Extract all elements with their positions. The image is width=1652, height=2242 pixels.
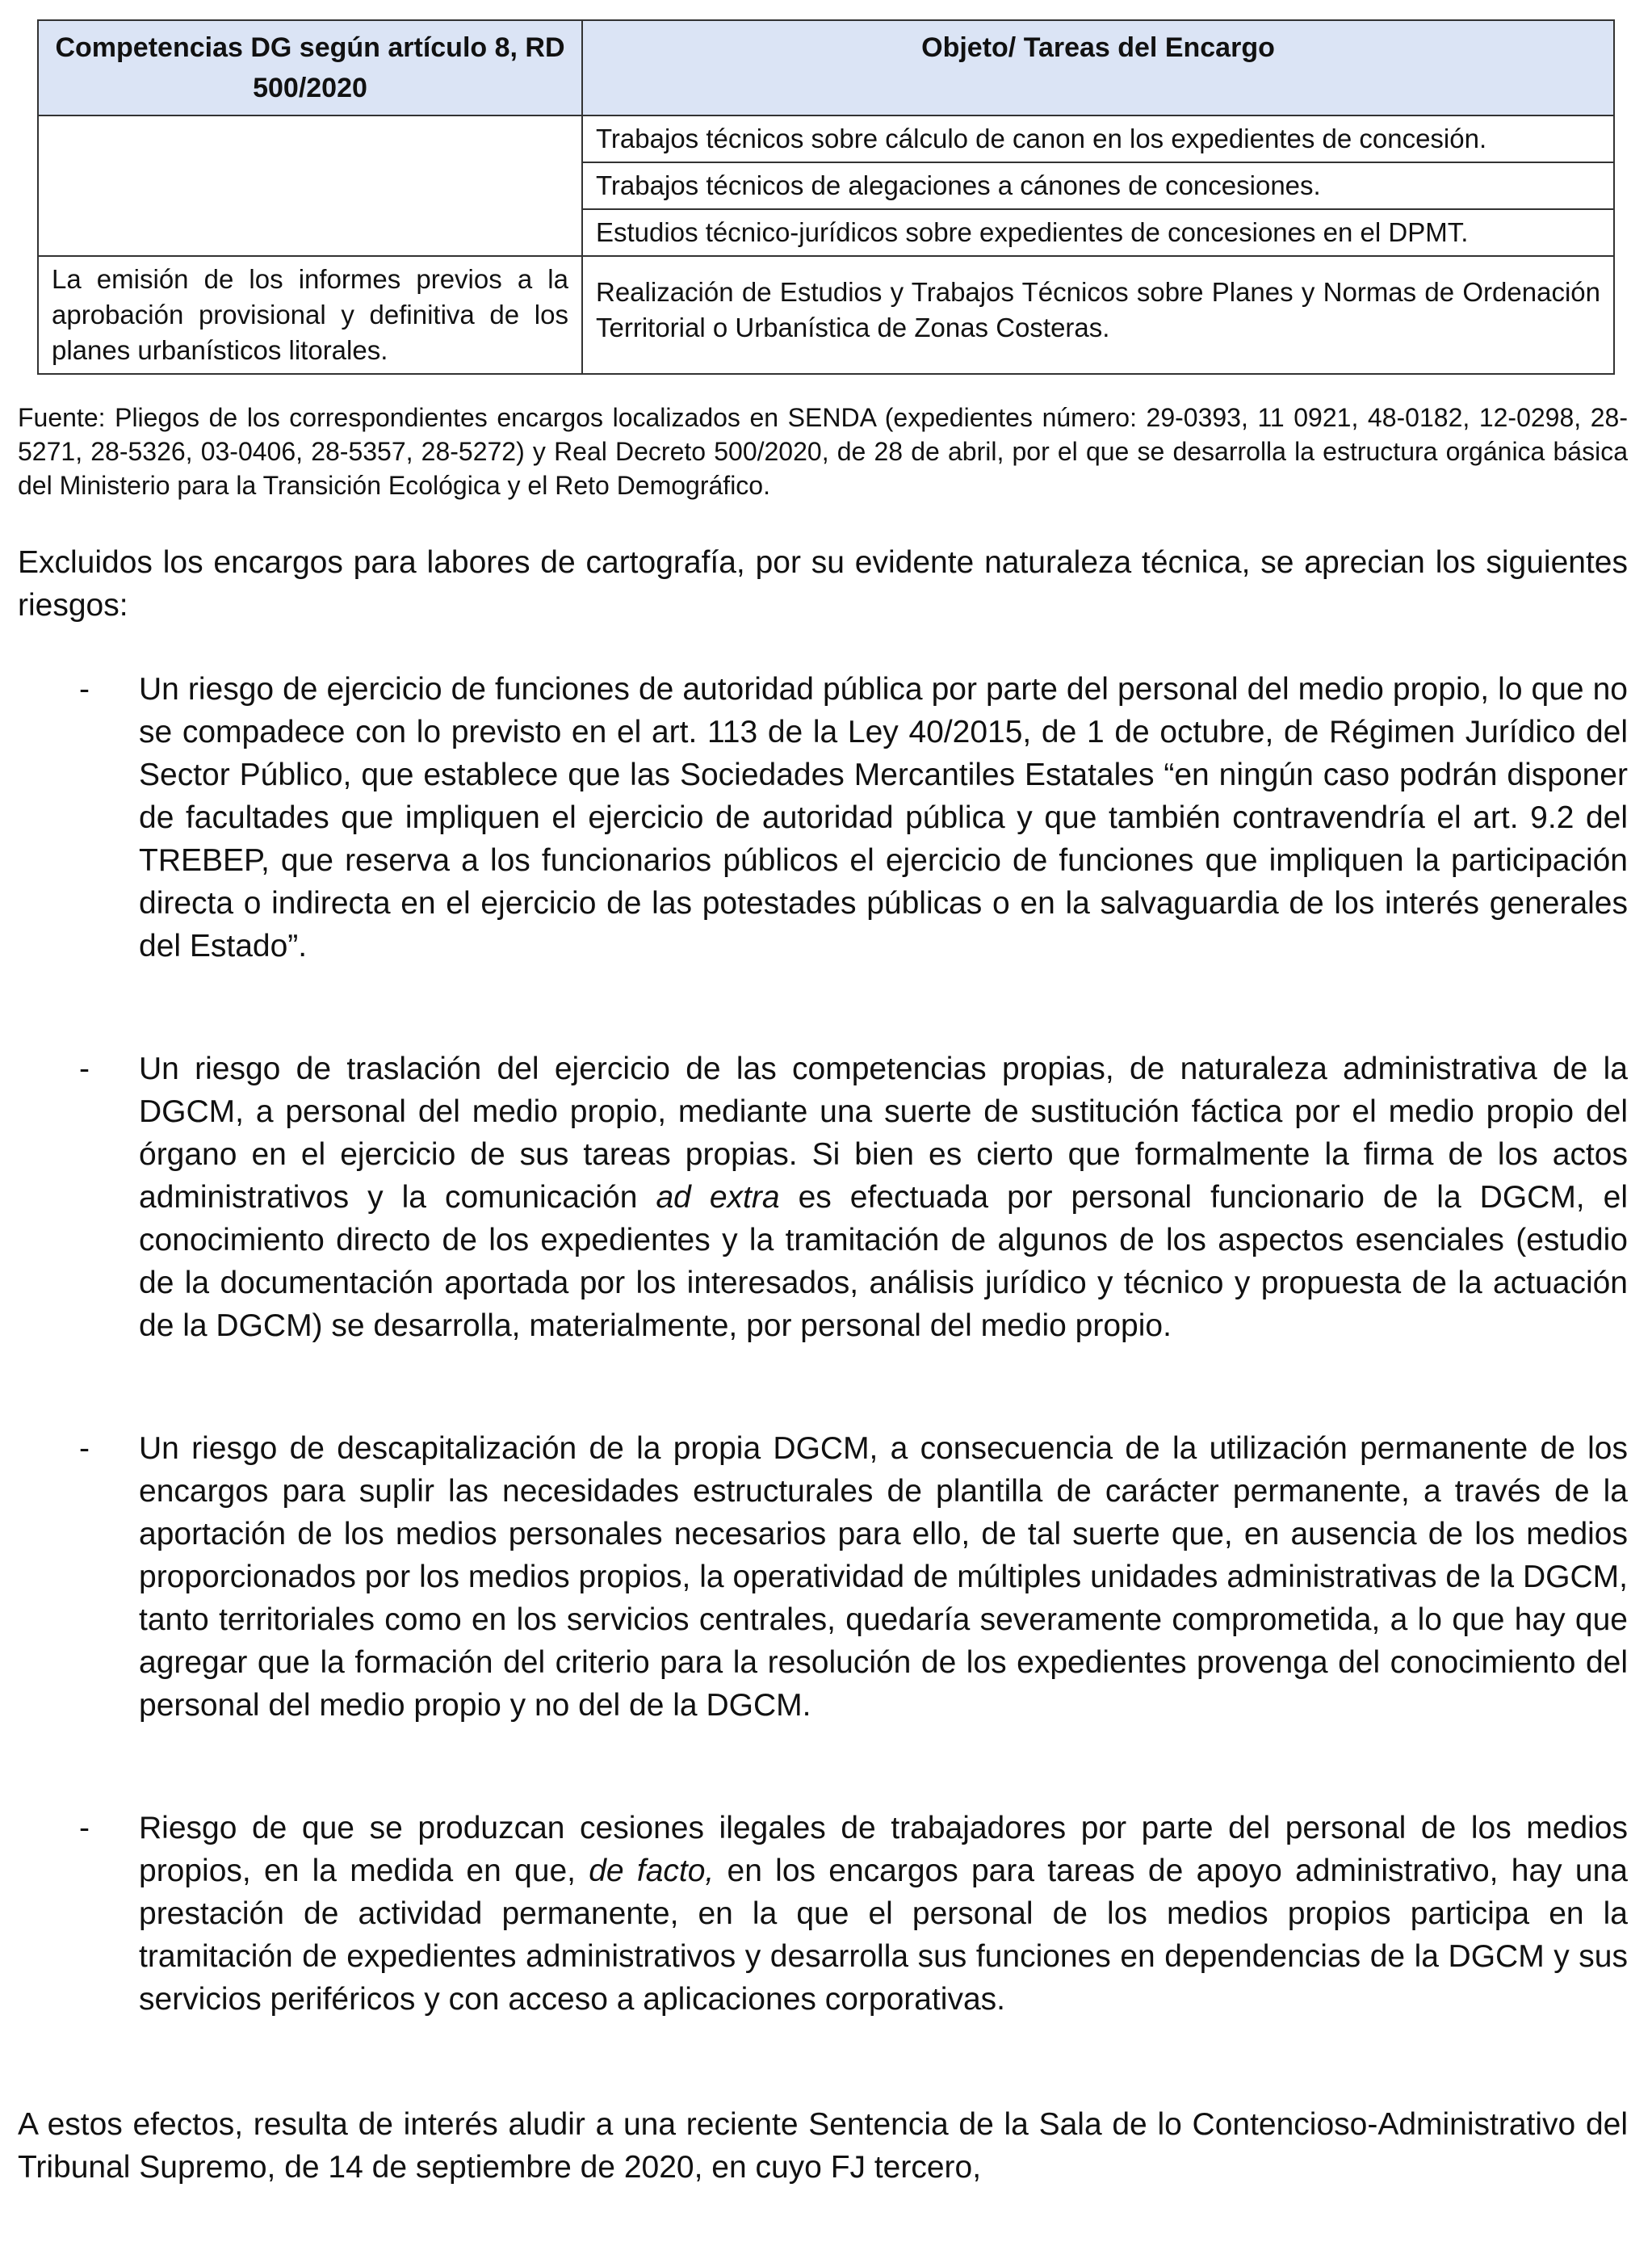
table-row (38, 115, 1614, 162)
italic-term: ad extra (656, 1180, 780, 1215)
risk-text: Un riesgo de ejercicio de funciones de autoridad pública por parte del personal del medio propio, lo que no se compadece con lo previsto en el art. 113 de la Ley 40/2015, de 1 de octubre, de Régimen Jurídico del Sector Público, que establece que las Sociedades Mercantiles Estatales “en ningún caso podrán disponer de facultades que impliquen el ejercicio de autoridad pública y que también contravendría el art. 9.2 del TREBEP, que reserva a los funcionarios públicos el ejercicio de funciones que impliquen la participación directa o indirecta en el ejercicio de las potestades públicas o en la salvaguardia de los interés generales del Estado”. (139, 672, 1628, 964)
table-row (38, 256, 1614, 374)
bullet-dash: - (79, 1811, 90, 1845)
risk-list-item (18, 1807, 1628, 2021)
tarea-cell: Trabajos técnicos de alegaciones a cánones de concesiones. (582, 162, 1614, 209)
risk-text: Un riesgo de descapitalización de la propia DGCM, a consecuencia de la utilización permanente de los encargos para suplir las necesidades estructurales de plantilla de carácter permanente, a través de la aportación de los medios personales necesarios para ello, de tal suerte que, en ausencia de los medios proporcionados por los medios propios, la operatividad de múltiples unidades administrativas de la DGCM, tanto territoriales como en los servicios centrales, quedaría severamente comprometida, a lo que hay que agregar que la formación del criterio para la resolución de los expedientes provenga del conocimiento del personal del medio propio y no del de la DGCM. (139, 1431, 1628, 1723)
tarea-cell: Realización de Estudios y Trabajos Técnicos sobre Planes y Normas de Ordenación Territorial o Urbanística de Zonas Costeras. (582, 256, 1614, 374)
risk-list-item (18, 668, 1628, 968)
tarea-cell: Estudios técnico-jurídicos sobre expedientes de concesiones en el DPMT. (582, 209, 1614, 256)
competencia-cell: La emisión de los informes previos a la aprobación provisional y definitiva de los planes urbanísticos litorales. (38, 256, 582, 374)
risk-list-item (18, 1048, 1628, 1347)
header-competencias: Competencias DG según artículo 8, RD 500/2020 (38, 20, 582, 115)
bullet-dash: - (79, 672, 90, 707)
intro-paragraph: Excluidos los encargos para labores de cartografía, por su evidente naturaleza técnica, se aprecian los siguientes riesgos: (18, 545, 1628, 623)
bullet-dash: - (79, 1431, 90, 1466)
risk-text-part: es efectuada por personal funcionario de la DGCM, el conocimiento directo de los expedientes y la tramitación de algunos de los aspectos esenciales (estudio de la documentación aportada por los interesados, análisis jurídico y técnico y propuesta de la actuación de la DGCM) se desarrolla, materialmente, por personal del medio propio. (139, 1180, 1629, 1343)
risk-text-part: Un riesgo de traslación del ejercicio de las competencias propias, de naturaleza administrativa de la DGCM, a personal del medio propio, mediante una suerte de sustitución fáctica por el medio propio del órgano en el ejercicio de sus tareas propias. Si bien es cierto que formalmente la firma de los actos administrativos y la comunicación (139, 1052, 1628, 1215)
risk-list-item (18, 1427, 1628, 1727)
table-header-row (38, 20, 1614, 115)
table-source-note: Fuente: Pliegos de los correspondientes encargos localizados en SENDA (expedientes número: 29-0393, 11 0921, 48-0182, 12-0298, 28-5271, 28-5326, 03-0406, 28-5357, 28-5272) y Real Decreto 500/2020, de 28 de abril, por el que se desarrolla la estructura orgánica básica del Ministerio para la Transición Ecológica y el Reto Demográfico. (18, 403, 1628, 500)
italic-term: de facto, (589, 1854, 715, 1888)
header-objeto-tareas: Objeto/ Tareas del Encargo (582, 20, 1614, 115)
closing-paragraph: A estos efectos, resulta de interés aludir a una reciente Sentencia de la Sala de lo Contencioso-Administrativo del Tribunal Supremo, de 14 de septiembre de 2020, en cuyo FJ tercero, (18, 2107, 1628, 2185)
risk-text (139, 1807, 1628, 2021)
risk-text-part: en los encargos para tareas de apoyo administrativo, hay una prestación de actividad permanente, en la que el personal de los medios propios participa en la tramitación de expedientes administrativos y desarrolla sus funciones en dependencias de la DGCM y sus servicios periféricos y con acceso a aplicaciones corporativas. (139, 1854, 1628, 2017)
risk-text (139, 1048, 1628, 1347)
tarea-cell: Trabajos técnicos sobre cálculo de canon en los expedientes de concesión. (582, 115, 1614, 162)
competencias-table (37, 19, 1615, 375)
bullet-dash: - (79, 1052, 90, 1086)
risk-text-part: Riesgo de que se produzcan cesiones ilegales de trabajadores por parte del personal de los medios propios, en la medida en que, (139, 1811, 1628, 1888)
empty-competencia-cell (38, 115, 582, 256)
